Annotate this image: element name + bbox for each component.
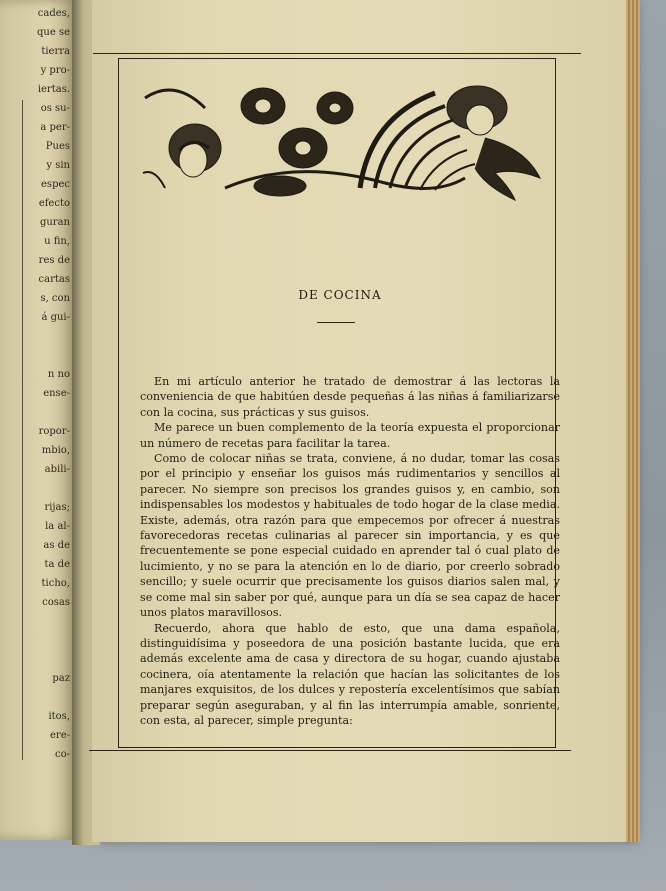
left-page-line: abili- xyxy=(44,464,70,475)
left-page xyxy=(0,0,78,840)
left-page-line: guran xyxy=(39,217,70,228)
left-page-line xyxy=(0,403,72,422)
paragraph: En mi artículo anterior he tratado de demostrar á las lectoras la conveniencia de que habitúen desde pequeñas á las niñas á familiarizarse con la cocina, sus prácticas y sus guisos. xyxy=(140,375,560,419)
left-page-line xyxy=(0,479,72,498)
left-page-line: ropor- xyxy=(38,426,70,437)
paragraph: Me parece un buen complemento de la teoría expuesta el proporcionar un número de recetas para facilitar la tarea. xyxy=(140,421,560,450)
left-page-line: efecto xyxy=(38,198,70,209)
paragraph: Como de colocar niñas se trata, conviene, á no dudar, tomar las cosas por el principio y enseñar los guisos más rudimentarios y sencillos al parecer. No siempre son precisos los grandes guisos y, en cambio, son indispensables los modestos y habituales de todo hogar de la clase media. Existe, además, otra razón para que empecemos por ofrecer á nuestras favorecedoras recetas culinarias al parecer sin importancia, y es que frecuentemente se pone especial cuidado en aprender tal ó cual plato de lucimiento, y no se para la atención en lo de diario, por creerlo sobrado sencillo; y suele ocurrir que precisamente los guisos diarios salen mal, y se come mal sin saber por qué, aunque para un día se sea capaz de hacer unos platos maravillosos. xyxy=(140,452,560,620)
left-page-line: y pro- xyxy=(40,65,70,76)
left-page-line: mbio, xyxy=(41,445,70,456)
left-page-line: paz xyxy=(52,673,70,684)
left-page-line: u fin, xyxy=(44,236,70,247)
left-page-line: ere- xyxy=(50,730,70,741)
floral-vignette-illustration xyxy=(135,78,545,208)
left-page-line xyxy=(0,631,72,650)
left-page-line xyxy=(0,650,72,669)
article-title: DE COCINA xyxy=(298,288,382,302)
left-page-line: ticho, xyxy=(41,578,70,589)
left-page-line xyxy=(0,612,72,631)
left-page-text xyxy=(0,4,72,764)
left-page-line: rijas; xyxy=(44,502,70,513)
left-page-line xyxy=(0,346,72,365)
left-page-line: res de xyxy=(38,255,70,266)
paragraph: Recuerdo, ahora que hablo de esto, que una dama española, distinguidísima y poseedora de una posición bastante lucida, que era además excelente ama de casa y directora de su hogar, cuando ajustaba cocinera, oía atentamente la relación que hacían las solicitantes de los manjares exquisitos, de los dulces y repostería excelentísimos que sabían preparar según aseguraban, y al fin las interrumpía amable, sonriente, con esta, al parecer, simple pregunta: xyxy=(140,621,560,727)
title-divider xyxy=(317,322,355,323)
left-page-line xyxy=(0,688,72,707)
page-edges xyxy=(626,0,640,842)
left-page-line: n no xyxy=(47,369,70,380)
left-page-line: ense- xyxy=(43,388,70,399)
left-page-line: s, con xyxy=(40,293,70,304)
left-page-line: espec xyxy=(41,179,70,190)
left-page-line: la al- xyxy=(45,521,70,532)
left-page-line: cades, xyxy=(37,8,70,19)
left-page-line: os su- xyxy=(40,103,70,114)
left-page-line: ta de xyxy=(44,559,70,570)
left-page-line: tierra xyxy=(41,46,70,57)
left-page-line: y sin xyxy=(46,160,70,171)
left-page-line: itos, xyxy=(48,711,70,722)
left-page-line: iertas. xyxy=(37,84,70,95)
left-page-line: á gui- xyxy=(41,312,70,323)
left-page-line: cartas xyxy=(38,274,70,285)
left-page-line: Pues xyxy=(45,141,70,152)
left-page-line: co- xyxy=(55,749,70,760)
left-page-line: as de xyxy=(43,540,70,551)
left-page-line: que se xyxy=(37,27,70,38)
article-body xyxy=(140,374,560,728)
left-page-line xyxy=(0,327,72,346)
left-page-line: a per- xyxy=(40,122,70,133)
left-page-line: cosas xyxy=(42,597,70,608)
